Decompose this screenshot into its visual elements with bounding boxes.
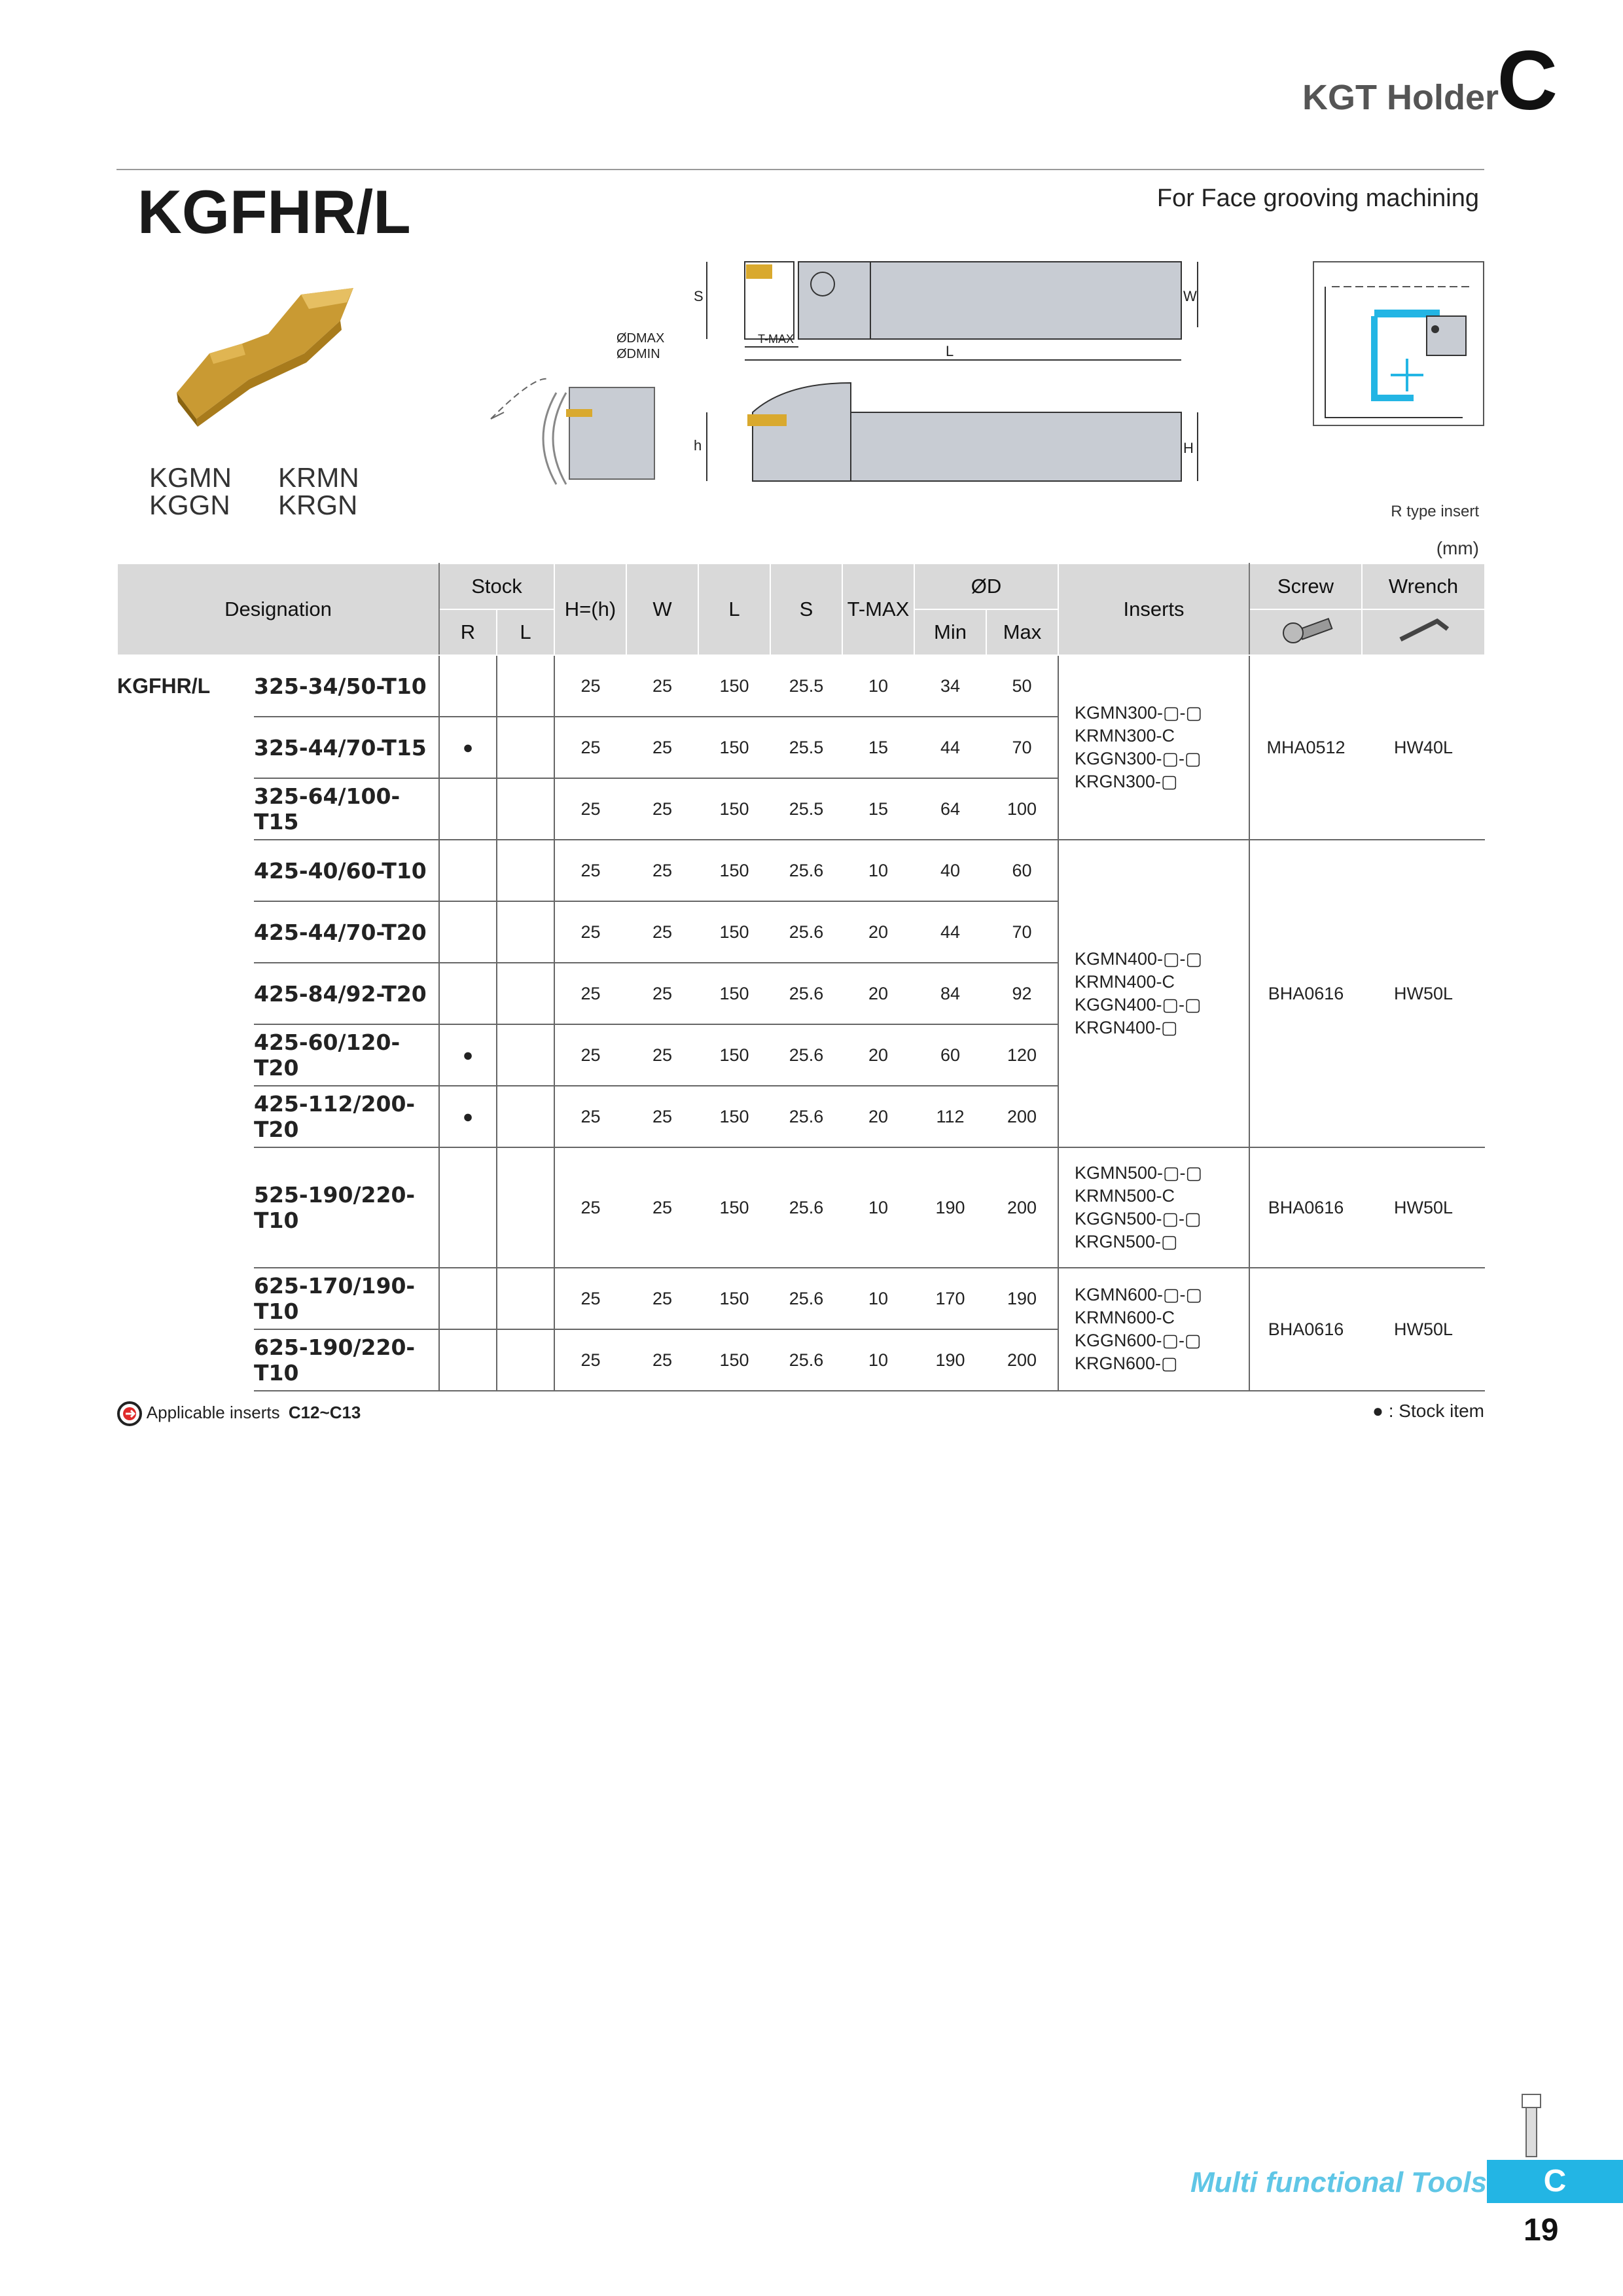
s-cell: 25.5 <box>770 778 842 840</box>
l-cell: 150 <box>698 778 770 840</box>
header-stock: Stock <box>439 564 554 609</box>
insert-code: KGGN500-▢-▢ <box>1075 1209 1202 1229</box>
header-od-max: Max <box>986 609 1058 655</box>
stock-r-cell <box>439 1329 497 1391</box>
header-stock-l: L <box>497 609 554 655</box>
designation-cell: 625-190/220-T10 <box>254 1329 439 1391</box>
holder-side-view <box>687 376 1211 484</box>
spec-table <box>116 563 1486 1391</box>
stock-r-cell <box>439 655 497 717</box>
w-cell: 25 <box>626 901 698 963</box>
dmin-cell: 60 <box>914 1024 986 1086</box>
inserts-cell <box>1058 1268 1249 1391</box>
tmax-cell: 10 <box>842 655 914 717</box>
tmax-cell: 10 <box>842 1268 914 1329</box>
stock-l-cell <box>497 1147 554 1268</box>
designation-cell: 425-84/92-T20 <box>254 963 439 1024</box>
tmax-cell: 20 <box>842 963 914 1024</box>
designation-cell: 425-40/60-T10 <box>254 840 439 901</box>
wrench-cell: HW50L <box>1362 840 1485 1147</box>
designation-cell: 625-170/190-T10 <box>254 1268 439 1329</box>
insert-type-kgmn: KGMN <box>149 462 232 493</box>
h-cell: 25 <box>554 778 626 840</box>
s-cell: 25.5 <box>770 717 842 778</box>
dmin-cell: 34 <box>914 655 986 717</box>
dmax-cell: 190 <box>986 1268 1058 1329</box>
dmin-cell: 170 <box>914 1268 986 1329</box>
diagram-note: R type insert <box>1391 503 1479 520</box>
insert-type-krmn: KRMN <box>278 462 359 493</box>
inserts-cell <box>1058 655 1249 840</box>
stock-r-cell: ● <box>439 1086 497 1147</box>
insert-code: KRGN600-▢ <box>1075 1354 1178 1373</box>
dmax-cell: 200 <box>986 1147 1058 1268</box>
tmax-cell: 15 <box>842 778 914 840</box>
dmax-cell: 60 <box>986 840 1058 901</box>
section-tab[interactable]: C <box>1487 2160 1623 2203</box>
h-cell: 25 <box>554 655 626 717</box>
stock-l-cell <box>497 1086 554 1147</box>
screw-cell: BHA0616 <box>1249 1268 1362 1391</box>
stock-r-cell: ● <box>439 717 497 778</box>
w-cell: 25 <box>626 1268 698 1329</box>
l-cell: 150 <box>698 901 770 963</box>
insert-code: KRMN300-C <box>1075 726 1175 745</box>
s-cell: 25.6 <box>770 1024 842 1086</box>
stock-r-cell: ● <box>439 1024 497 1086</box>
screw-cell: BHA0616 <box>1249 1147 1362 1268</box>
applicable-inserts-note <box>116 1401 361 1427</box>
insert-code: KGGN600-▢-▢ <box>1075 1331 1202 1350</box>
dmax-cell: 70 <box>986 717 1058 778</box>
screw-icon <box>1249 609 1362 655</box>
l-cell: 150 <box>698 1147 770 1268</box>
header-title: KGT Holder <box>1302 78 1499 117</box>
s-cell: 25.6 <box>770 1268 842 1329</box>
header-stock-r: R <box>439 609 497 655</box>
dmin-cell: 112 <box>914 1086 986 1147</box>
dmin-cell: 44 <box>914 717 986 778</box>
footer-brand: Multi functional Tools <box>1190 2166 1487 2198</box>
l-cell: 150 <box>698 1329 770 1391</box>
h-cell: 25 <box>554 963 626 1024</box>
dmin-cell: 84 <box>914 963 986 1024</box>
insert-code: KGGN400-▢-▢ <box>1075 995 1202 1014</box>
section-letter: C <box>1497 34 1558 128</box>
wrench-cell: HW50L <box>1362 1268 1485 1391</box>
dmax-cell: 200 <box>986 1329 1058 1391</box>
label-d-min: ØDMIN <box>616 347 660 361</box>
w-cell: 25 <box>626 655 698 717</box>
label-h-big: H <box>1183 440 1194 456</box>
tmax-cell: 15 <box>842 717 914 778</box>
s-cell: 25.6 <box>770 1086 842 1147</box>
stock-l-cell <box>497 840 554 901</box>
h-cell: 25 <box>554 1329 626 1391</box>
w-cell: 25 <box>626 963 698 1024</box>
w-cell: 25 <box>626 1329 698 1391</box>
s-cell: 25.6 <box>770 901 842 963</box>
table-row <box>117 1147 1485 1268</box>
label-s: S <box>694 288 704 304</box>
header-od-min: Min <box>914 609 986 655</box>
w-cell: 25 <box>626 1147 698 1268</box>
stock-l-cell <box>497 655 554 717</box>
h-cell: 25 <box>554 901 626 963</box>
header-designation: Designation <box>117 564 439 655</box>
dmax-cell: 120 <box>986 1024 1058 1086</box>
insert-code: KRMN500-C <box>1075 1186 1175 1206</box>
stock-r-cell <box>439 840 497 901</box>
label-d-max: ØDMAX <box>616 331 665 346</box>
dmax-cell: 100 <box>986 778 1058 840</box>
designation-cell: 525-190/220-T10 <box>254 1147 439 1268</box>
s-cell: 25.5 <box>770 655 842 717</box>
label-l: L <box>946 343 954 359</box>
tmax-cell: 10 <box>842 1329 914 1391</box>
table-row <box>117 655 1485 717</box>
tmax-cell: 10 <box>842 840 914 901</box>
product-title: KGFHR/L <box>137 177 411 246</box>
h-cell: 25 <box>554 1147 626 1268</box>
w-cell: 25 <box>626 840 698 901</box>
l-cell: 150 <box>698 963 770 1024</box>
header-divider <box>116 169 1484 170</box>
stock-r-cell <box>439 963 497 1024</box>
unit-label: (mm) <box>1436 538 1479 558</box>
dmax-cell: 50 <box>986 655 1058 717</box>
header-tmax: T-MAX <box>842 564 914 655</box>
designation-cell: 425-60/120-T20 <box>254 1024 439 1086</box>
h-cell: 25 <box>554 717 626 778</box>
insert-illustration <box>170 281 366 439</box>
insert-type-krgn: KRGN <box>278 490 358 520</box>
header-s: S <box>770 564 842 655</box>
designation-cell: 425-112/200-T20 <box>254 1086 439 1147</box>
insert-code: KRGN400-▢ <box>1075 1018 1178 1037</box>
l-cell: 150 <box>698 655 770 717</box>
stock-l-cell <box>497 717 554 778</box>
insert-type-kggn: KGGN <box>149 490 230 520</box>
screw-cell: MHA0512 <box>1249 655 1362 840</box>
insert-code: KGMN400-▢-▢ <box>1075 949 1203 969</box>
designation-cell: 325-64/100-T15 <box>254 778 439 840</box>
stock-l-cell <box>497 1268 554 1329</box>
s-cell: 25.6 <box>770 1147 842 1268</box>
header-h: H=(h) <box>554 564 626 655</box>
insert-code: KRMN600-C <box>1075 1308 1175 1327</box>
w-cell: 25 <box>626 717 698 778</box>
insert-code: KGGN300-▢-▢ <box>1075 749 1202 768</box>
dmin-cell: 190 <box>914 1147 986 1268</box>
s-cell: 25.6 <box>770 1329 842 1391</box>
stock-l-cell <box>497 1024 554 1086</box>
dmin-cell: 64 <box>914 778 986 840</box>
header-screw: Screw <box>1249 564 1362 609</box>
wrench-icon <box>1362 609 1485 655</box>
label-tmax: T-MAX <box>758 332 794 346</box>
label-h-small: h <box>694 437 702 454</box>
h-cell: 25 <box>554 1268 626 1329</box>
stock-l-cell <box>497 963 554 1024</box>
holder-top-view <box>687 249 1211 380</box>
stock-r-cell <box>439 901 497 963</box>
dmin-cell: 44 <box>914 901 986 963</box>
designation-cell: 325-34/50-T10 <box>254 655 439 717</box>
dmax-cell: 70 <box>986 901 1058 963</box>
h-cell: 25 <box>554 1086 626 1147</box>
insert-code: KRGN300-▢ <box>1075 772 1178 791</box>
stock-legend: ● : Stock item <box>1372 1401 1484 1421</box>
h-cell: 25 <box>554 1024 626 1086</box>
header-l: L <box>698 564 770 655</box>
stock-r-cell <box>439 778 497 840</box>
stock-r-cell <box>439 1147 497 1268</box>
l-cell: 150 <box>698 1086 770 1147</box>
tool-thumbnail <box>1518 2091 1544 2163</box>
w-cell: 25 <box>626 778 698 840</box>
l-cell: 150 <box>698 717 770 778</box>
insert-code: KGMN600-▢-▢ <box>1075 1285 1203 1304</box>
wrench-cell: HW40L <box>1362 655 1485 840</box>
arrow-circle-icon <box>116 1401 143 1427</box>
dmin-cell: 40 <box>914 840 986 901</box>
wrench-cell: HW50L <box>1362 1147 1485 1268</box>
stock-r-cell <box>439 1268 497 1329</box>
label-w: W <box>1183 288 1197 304</box>
stock-l-cell <box>497 778 554 840</box>
table-row <box>117 1268 1485 1329</box>
header-inserts: Inserts <box>1058 564 1249 655</box>
l-cell: 150 <box>698 1024 770 1086</box>
header-od: ØD <box>914 564 1058 609</box>
product-subtitle: For Face grooving machining <box>1156 185 1479 212</box>
dmax-cell: 200 <box>986 1086 1058 1147</box>
stock-l-cell <box>497 1329 554 1391</box>
inserts-cell <box>1058 840 1249 1147</box>
insert-code: KRGN500-▢ <box>1075 1232 1178 1251</box>
applicable-text: Applicable inserts <box>146 1402 280 1422</box>
header-w: W <box>626 564 698 655</box>
header-wrench: Wrench <box>1362 564 1485 609</box>
page-number: 19 <box>1524 2213 1559 2248</box>
dmin-cell: 190 <box>914 1329 986 1391</box>
l-cell: 150 <box>698 840 770 901</box>
insert-code: KRMN400-C <box>1075 972 1175 992</box>
screw-cell: BHA0616 <box>1249 840 1362 1147</box>
insert-code: KGMN500-▢-▢ <box>1075 1163 1203 1183</box>
designation-cell: 425-44/70-T20 <box>254 901 439 963</box>
applicable-pages-link[interactable]: C12~C13 <box>288 1402 361 1422</box>
dmax-cell: 92 <box>986 963 1058 1024</box>
tmax-cell: 20 <box>842 901 914 963</box>
w-cell: 25 <box>626 1086 698 1147</box>
r-type-diagram <box>1312 260 1485 427</box>
tmax-cell: 10 <box>842 1147 914 1268</box>
s-cell: 25.6 <box>770 963 842 1024</box>
designation-cell: 325-44/70-T15 <box>254 717 439 778</box>
l-cell: 150 <box>698 1268 770 1329</box>
h-cell: 25 <box>554 840 626 901</box>
series-label: KGFHR/L <box>117 674 211 698</box>
table-row <box>117 840 1485 901</box>
inserts-cell <box>1058 1147 1249 1268</box>
w-cell: 25 <box>626 1024 698 1086</box>
s-cell: 25.6 <box>770 840 842 901</box>
tmax-cell: 20 <box>842 1086 914 1147</box>
stock-l-cell <box>497 901 554 963</box>
insert-code: KGMN300-▢-▢ <box>1075 703 1203 723</box>
tmax-cell: 20 <box>842 1024 914 1086</box>
